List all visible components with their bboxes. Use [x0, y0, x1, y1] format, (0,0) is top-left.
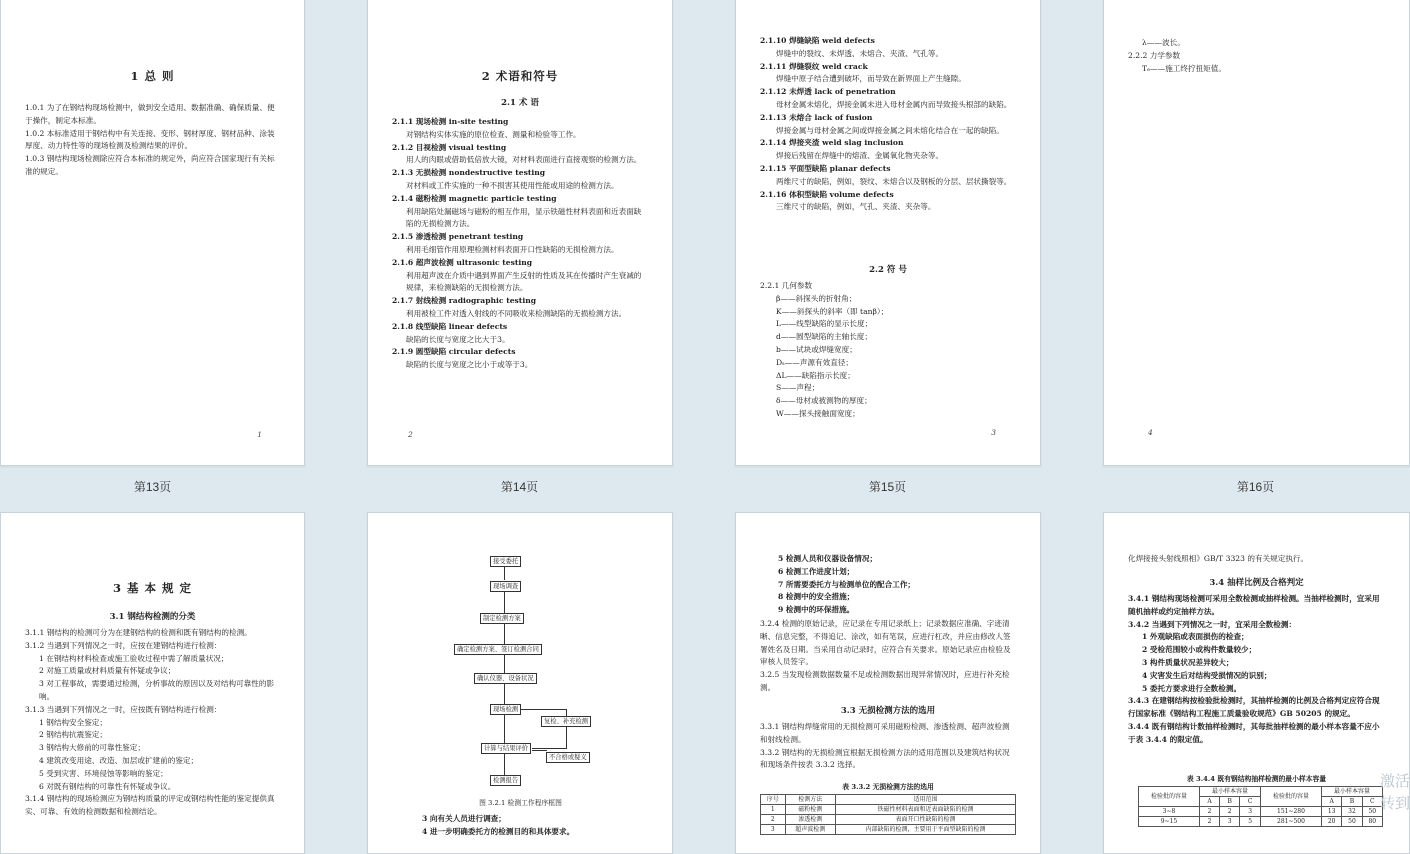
- flow-box: 现场检测: [490, 704, 521, 715]
- table-cell: 1: [761, 805, 786, 815]
- term-definition: 缺陷的长度与宽度之比大于3。: [406, 334, 510, 344]
- paragraph: 1.0.2 本标准适用于钢结构中有关连接、变形、钢材厚度、钢材品种、涂装厚度、动力特性等的现场检测及检测结果的评价。: [25, 128, 275, 151]
- paragraph: 3.4.2 当遇到下列情况之一时，宜采用全数检测：: [1128, 619, 1297, 629]
- symbol-line: δ——母材或被测物的厚度；: [776, 396, 872, 406]
- table-cell: 3: [1240, 807, 1261, 817]
- list-item: 1 外观缺陷或表面损伤的检查；: [1142, 632, 1249, 642]
- section-body: [1128, 593, 1385, 747]
- symbols-heading: 2.2.2 力学参数: [1128, 51, 1181, 60]
- table-header: B: [1220, 797, 1240, 807]
- list-item: 7 所需要委托方与检测单位的配合工作；: [778, 579, 916, 589]
- table-row: [761, 825, 1016, 835]
- page-16[interactable]: [1103, 0, 1410, 466]
- table-header: 最小样本容量: [1200, 787, 1261, 797]
- flow-box: 计算与结果评价: [481, 743, 531, 754]
- term-heading: 2.1.8 线型缺陷 linear defects: [392, 321, 508, 331]
- list-item: 5 检测人员和仪器设备情况；: [778, 554, 878, 563]
- page-15[interactable]: [735, 0, 1041, 466]
- paragraph: 3.1.2 当遇到下列情况之一时，应按在建钢结构进行检测：: [25, 640, 222, 650]
- symbol-line: L——线型缺陷的显示长度；: [776, 319, 873, 329]
- term-heading: 2.1.1 现场检测 in-site testing: [392, 117, 509, 126]
- text-line: 化焊接接头射线照相》GB/T 3323 的有关规定执行。: [1128, 554, 1309, 563]
- paragraph: 1.0.3 钢结构现场检测除应符合本标准的规定外，尚应符合国家现行有关标准的规定。: [25, 154, 275, 176]
- table-cell: 80: [1362, 817, 1382, 827]
- table-cell: 2: [761, 815, 786, 825]
- term-heading: 2.1.11 焊缝裂纹 weld crack: [760, 61, 868, 71]
- page-number: 3: [991, 428, 996, 437]
- page-18[interactable]: [367, 512, 673, 854]
- list-item: 1 钢结构安全鉴定；: [39, 717, 107, 727]
- table-header: 适用范围: [835, 795, 1015, 805]
- figure-caption: 图 3.2.1 检测工作程序框图: [479, 799, 562, 807]
- table-cell: 9~15: [1139, 817, 1200, 827]
- table-cell: 铁磁性材料表面和近表面缺陷的检测: [835, 805, 1015, 815]
- page-20[interactable]: [1103, 512, 1410, 854]
- flow-box: 检测报告: [490, 775, 521, 786]
- table-header: 检验批的容量: [1260, 787, 1321, 807]
- section-body: [760, 721, 1016, 772]
- table-header: C: [1240, 797, 1261, 807]
- symbol-line: b——试块或焊缝宽度；: [776, 344, 857, 354]
- table-header: 序号: [761, 795, 786, 805]
- section-title: 3.1 钢结构检测的分类: [109, 612, 196, 622]
- list-item: 2 受检范围较小或构件数量较少；: [1142, 645, 1257, 655]
- page-label-15[interactable]: 第15页: [868, 480, 907, 494]
- symbols-heading: 2.2.1 几何参数: [760, 281, 813, 290]
- paragraph: 3.4.1 钢结构现场检测可采用全数检测或抽样检测。当抽样检测时，宜采用随机抽样或约定抽样方法。: [1128, 594, 1380, 616]
- term-heading: 2.1.3 无损检测 nondestructive testing: [392, 168, 546, 178]
- list-item: 3 钢结构大修前的可靠性鉴定；: [39, 743, 145, 753]
- term-heading: 2.1.5 渗透检测 penetrant testing: [392, 232, 524, 242]
- flow-box: 现场调查: [490, 581, 521, 592]
- list-item: 9 检测中的环保措施。: [778, 605, 855, 615]
- symbol-line: Dₛ——声源有效直径；: [776, 357, 853, 367]
- table-cell: 2: [1200, 807, 1220, 817]
- symbol-line: d——圆型缺陷的主轴长度；: [776, 332, 872, 342]
- term-heading: 2.1.16 体积型缺陷 volume defects: [760, 189, 894, 199]
- list-item: 3 构件质量状况差异较大；: [1142, 657, 1234, 667]
- page-number: 1: [257, 430, 262, 439]
- list-item: 4 建筑改变用途、改造、加层或扩建前的鉴定；: [39, 755, 199, 765]
- watermark: [1380, 770, 1410, 814]
- page-label-16[interactable]: 第16页: [1236, 480, 1275, 494]
- list-item: 2 对施工质量或材料质量有怀疑或争议；: [39, 666, 176, 676]
- symbols-block: [760, 280, 1016, 421]
- table-cell: 渗透检测: [785, 815, 835, 825]
- flow-box: 制定检测方案: [480, 613, 524, 624]
- watermark-line: 转到: [1379, 794, 1410, 812]
- table-row: [761, 805, 1016, 815]
- table-cell: 50: [1342, 817, 1362, 827]
- table-header: A: [1200, 797, 1220, 807]
- table-header: C: [1362, 797, 1382, 807]
- paragraph: 3.1.3 当遇到下列情况之一时，应按既有钢结构进行检测：: [25, 704, 222, 714]
- paragraph: 1.0.1 为了在钢结构现场检测中，做到安全适用、数据准确、确保质量、便于操作，制定本标准。: [25, 103, 275, 125]
- term-heading: 2.1.10 焊缝缺陷 weld defects: [760, 36, 875, 45]
- page-label-13[interactable]: 第13页: [133, 480, 172, 494]
- methods-table: [760, 794, 1016, 835]
- page-17[interactable]: [0, 512, 305, 854]
- table-cell: 2: [1220, 807, 1240, 817]
- terms-list: [760, 35, 1016, 214]
- terms-list: [392, 116, 648, 372]
- table-cell: 磁粉检测: [785, 805, 835, 815]
- paragraph: 3.3.2 钢结构的无损检测宜根据无损检测方法的适用范围以及建筑结构状况和现场条件按表 3.3.2 选择。: [760, 747, 1010, 770]
- term-heading: 2.1.14 焊接夹渣 weld slag inclusion: [760, 138, 904, 148]
- table-header: 检测方法: [785, 795, 835, 805]
- paragraph: 3.2.5 当发现检测数据数量不足或检测数据出现异常情况时，应进行补充检测。: [760, 670, 1010, 692]
- symbol-line: Tₑ——施工终拧扭矩值。: [1142, 64, 1226, 73]
- page-19[interactable]: [735, 512, 1041, 854]
- list-item: 5 委托方要求进行全数检测。: [1142, 683, 1242, 693]
- table-cell: 13: [1321, 807, 1341, 817]
- table-row: [761, 815, 1016, 825]
- term-heading: 2.1.13 未熔合 lack of fusion: [760, 112, 873, 122]
- table-cell: 3: [761, 825, 786, 835]
- term-definition: 母材金属未熔化，焊接金属未进入母材金属内而导致接头根部的缺陷。: [776, 99, 1012, 109]
- term-definition: 焊接金属与母材金属之间或焊接金属之间未熔化结合在一起的缺陷。: [776, 125, 1004, 135]
- table-cell: 5: [1240, 817, 1261, 827]
- page-13[interactable]: [0, 0, 305, 466]
- table-title: 表 3.3.2 无损检测方法的选用: [842, 783, 934, 791]
- table-header: 检验批的容量: [1139, 787, 1200, 807]
- symbol-line: S——声程；: [776, 383, 820, 393]
- list-item: 5 受到灾害、环境侵蚀等影响的鉴定；: [39, 768, 168, 778]
- paragraph: 3.3.1 钢结构焊缝常用的无损检测可采用磁粉检测、渗透检测、超声波检测和射线检测。: [760, 722, 1010, 744]
- table-cell: 2: [1200, 817, 1220, 827]
- list-item: 2 钢结构抗震鉴定；: [39, 730, 107, 740]
- term-definition: 利用超声波在介质中遇到界面产生反射的性质及其在传播时产生衰减的规律，来检测缺陷的无损检测方法。: [406, 270, 642, 293]
- sample-table: [1138, 786, 1383, 827]
- term-definition: 利用缺陷处漏磁场与磁粉的相互作用，显示铁磁性材料表面和近表面缺陷的无损检测方法。: [406, 206, 642, 229]
- page-number: 2: [408, 430, 413, 439]
- table-cell: 超声波检测: [785, 825, 835, 835]
- table-header: B: [1342, 797, 1362, 807]
- term-definition: 用人的肉眼或借助低倍放大镜，对材料表面进行直接观察的检测方法。: [406, 155, 642, 165]
- term-definition: 利用被检工件对透入射线的不同吸收来检测缺陷的无损检测方法。: [406, 308, 627, 318]
- flow-box: 确定检测方案、签订检测合同: [454, 644, 542, 655]
- table-row: [1139, 807, 1383, 817]
- flowchart: [368, 513, 673, 843]
- symbol-line: λ——波长。: [1142, 38, 1185, 47]
- table-header: A: [1321, 797, 1341, 807]
- flow-box: 不合格或疑义: [546, 752, 590, 763]
- paragraph: 3.2.4 检测的原始记录，应记录在专用记录纸上；记录数据应准确、字迹清晰、信息完整，不得追记、涂改，如有笔误，应进行杠改，并应由修改人签署姓名及日期。当采用自动记录时，应符合有关要求。原始记录应由检验及审核人员签字。: [760, 619, 1011, 667]
- term-definition: 利用毛细管作用原理检测材料表面开口性缺陷的无损检测方法。: [406, 244, 619, 254]
- symbols-list: [760, 293, 1016, 421]
- symbol-line: K——斜探头的斜率（即 tanβ）；: [776, 306, 889, 316]
- page-label-14[interactable]: 第14页: [500, 480, 539, 494]
- list-item: 3 对工程事故，需要通过检测，分析事故的原因以及对结构可靠性的影响。: [39, 679, 275, 701]
- table-cell: 281~500: [1260, 817, 1321, 827]
- table-cell: 内部缺陷的检测，主要用于平面型缺陷的检测: [835, 825, 1015, 835]
- flow-box: 复检、补充检测: [541, 716, 591, 727]
- section-body: [25, 627, 280, 819]
- chapter-body: [25, 102, 280, 179]
- paragraph: 3.1.4 钢结构的现场检测应为钢结构质量的评定或钢结构性能的鉴定提供真实、可靠、有效的检测数据和检测结论。: [25, 794, 275, 817]
- paragraph: 3.4.3 在建钢结构按检验批检测时，其抽样检测的比例及合格判定应符合现行国家标准《钢结构工程施工质量验收规范》GB 50205 的规定。: [1128, 696, 1380, 719]
- term-definition: 焊接后残留在焊缝中的熔渣、金属氧化物夹杂等。: [776, 151, 944, 161]
- watermark-line: 激活: [1379, 772, 1410, 790]
- page-14[interactable]: [367, 0, 673, 466]
- table-cell: 32: [1342, 807, 1362, 817]
- term-definition: 三维尺寸的缺陷，例如，气孔、夹渣、夹杂等。: [776, 202, 936, 212]
- term-definition: 缺陷的长度与宽度之比小于或等于3。: [406, 360, 533, 370]
- paragraph: 3.4.4 既有钢结构计数抽样检测时，其每批抽样检测的最小样本容量不应小于表 3.4.4 的限定值。: [1128, 721, 1380, 744]
- term-definition: 对材料或工件实施的一种不损害其使用性能或用途的检测方法。: [406, 180, 619, 190]
- table-cell: 3: [1220, 817, 1240, 827]
- term-definition: 对钢结构实体实施的原位检查、测量和检验等工作。: [406, 129, 581, 139]
- list: [778, 553, 1016, 617]
- table-cell: 表面开口性缺陷的检测: [835, 815, 1015, 825]
- table-row: [1139, 817, 1383, 827]
- section-title: 2.1 术 语: [501, 98, 539, 108]
- term-heading: 2.1.4 磁粉检测 magnetic particle testing: [392, 193, 557, 203]
- term-heading: 2.1.2 目视检测 visual testing: [392, 142, 507, 152]
- flow-box: 确认仪器、设备状况: [474, 673, 537, 684]
- list-item: 3 向有关人员进行调查；: [422, 814, 506, 823]
- chapter-title: 1 总 则: [130, 69, 175, 83]
- term-heading: 2.1.12 未焊透 lack of penetration: [760, 87, 896, 97]
- term-definition: 焊缝中原子结合遭到破坏，而导致在新界面上产生缝隙。: [776, 74, 966, 84]
- table-cell: 151~280: [1260, 807, 1321, 817]
- table-cell: 20: [1321, 817, 1341, 827]
- table-title: 表 3.4.4 既有钢结构抽样检测的最小样本容量: [1186, 775, 1327, 783]
- term-heading: 2.1.7 射线检测 radiographic testing: [392, 296, 537, 306]
- section-title: 2.2 符 号: [869, 265, 907, 275]
- list-item: 4 灾害发生后对结构受损情况的识别；: [1142, 670, 1272, 680]
- chapter-title: 3 基 本 规 定: [112, 581, 193, 595]
- paragraph: 3.1.1 钢结构的检测可分为在建钢结构的检测和既有钢结构的检测。: [25, 628, 252, 637]
- list-item: 4 进一步明确委托方的检测目的和具体要求。: [422, 827, 575, 836]
- list-item: 1 在钢结构材料检查或施工验收过程中需了解质量状况；: [39, 653, 229, 663]
- section-title: 3.3 无损检测方法的选用: [840, 706, 936, 716]
- term-heading: 2.1.15 平面型缺陷 planar defects: [760, 163, 891, 173]
- term-heading: 2.1.6 超声波检测 ultrasonic testing: [392, 257, 533, 267]
- table-header: 最小样本容量: [1321, 787, 1382, 797]
- symbol-line: ΔL——缺陷指示长度；: [776, 370, 855, 380]
- term-definition: 焊缝中的裂纹、未焊透、未熔合、夹渣、气孔等。: [776, 48, 944, 58]
- page-number: 4: [1148, 428, 1153, 437]
- symbol-line: β——斜探头的折射角；: [776, 293, 857, 303]
- term-definition: 两维尺寸的缺陷，例如，裂纹、未熔合以及钢板的分层、层状撕裂等。: [776, 176, 1012, 186]
- symbol-line: W——探头接触面宽度；: [776, 408, 860, 418]
- list-item: 6 检测工作进度计划；: [778, 566, 855, 576]
- section-title: 3.4 抽样比例及合格判定: [1209, 578, 1304, 588]
- flow-box: 接受委托: [490, 556, 521, 567]
- section-body: [760, 618, 1016, 695]
- table-cell: 50: [1362, 807, 1382, 817]
- term-heading: 2.1.9 圆型缺陷 circular defects: [392, 347, 516, 357]
- table-cell: 3~8: [1139, 807, 1200, 817]
- chapter-title: 2 术语和符号: [481, 69, 559, 83]
- list-item: 8 检测中的安全措施；: [778, 592, 855, 602]
- list-item: 6 对既有钢结构的可靠性有怀疑或争议。: [39, 781, 176, 791]
